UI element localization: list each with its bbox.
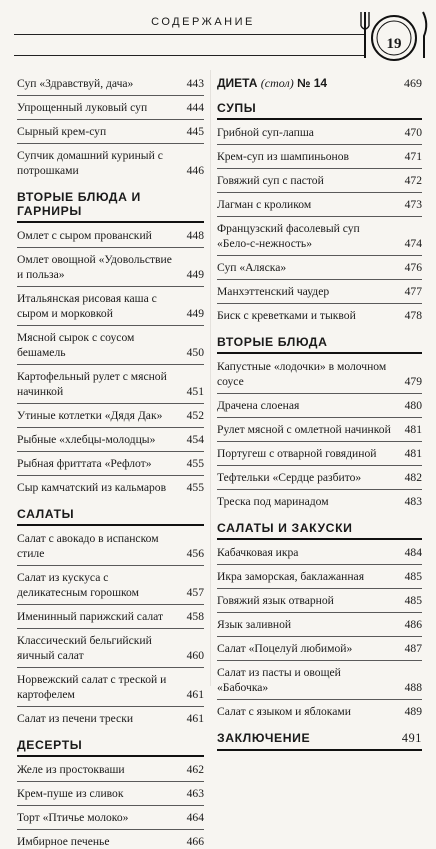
entry-title: Именинный парижский салат bbox=[17, 610, 164, 623]
diet-entry[interactable] bbox=[217, 76, 422, 91]
entry-title: Торт «Птичье молоко» bbox=[17, 811, 129, 824]
entry-page: 443 bbox=[186, 77, 204, 90]
entry-page: 478 bbox=[404, 309, 422, 322]
entry-page: 450 bbox=[186, 346, 204, 359]
entry-divider bbox=[17, 364, 204, 365]
entry-page: 463 bbox=[186, 787, 204, 800]
toc-section bbox=[217, 101, 422, 323]
entry-title: Кабачковая икра bbox=[217, 546, 299, 559]
toc-entry[interactable] bbox=[217, 359, 422, 389]
toc-entry[interactable] bbox=[217, 569, 422, 584]
entry-divider bbox=[217, 489, 422, 490]
entry-divider bbox=[17, 604, 204, 605]
entry-title: Рыбная фриттата «Рефлот» bbox=[17, 457, 152, 470]
entry-divider bbox=[17, 667, 204, 668]
section-heading: ЗАКЛЮЧЕНИЕ bbox=[217, 731, 311, 745]
entry-divider bbox=[17, 427, 204, 428]
entry-divider bbox=[217, 441, 422, 442]
toc-entry[interactable] bbox=[217, 221, 422, 251]
toc-entry[interactable] bbox=[217, 284, 422, 299]
entry-title: Мясной сырок с соусом бешамель bbox=[17, 331, 135, 359]
entry-title: Крем-суп из шампиньонов bbox=[217, 150, 350, 163]
entry-page: 488 bbox=[404, 681, 422, 694]
plate-with-cutlery-icon bbox=[356, 8, 432, 62]
toc-entry[interactable] bbox=[217, 494, 422, 509]
toc-section bbox=[217, 335, 422, 509]
entry-divider bbox=[217, 636, 422, 637]
entry-page: 474 bbox=[404, 237, 422, 250]
entry-page: 456 bbox=[186, 547, 204, 560]
entry-divider bbox=[17, 325, 204, 326]
entry-divider bbox=[217, 564, 422, 565]
entry-title: Классический бельгийский яичный салат bbox=[17, 634, 152, 662]
entry-page: 480 bbox=[404, 399, 422, 412]
entry-page: 460 bbox=[186, 649, 204, 662]
diet-title bbox=[217, 76, 327, 91]
section-heading: СУПЫ bbox=[217, 101, 422, 120]
toc-entry[interactable] bbox=[17, 672, 204, 702]
entry-page: 483 bbox=[404, 495, 422, 508]
entry-page: 479 bbox=[404, 375, 422, 388]
toc-section bbox=[217, 521, 422, 719]
entry-page: 466 bbox=[186, 835, 204, 848]
entry-page: 454 bbox=[186, 433, 204, 446]
toc-entry[interactable] bbox=[17, 100, 204, 115]
entry-page: 461 bbox=[186, 688, 204, 701]
diet-prefix: ДИЕТА bbox=[217, 76, 258, 90]
section-heading: ВТОРЫЕ БЛЮДА bbox=[217, 335, 422, 354]
toc-entry[interactable] bbox=[17, 570, 204, 600]
entry-title: Супчик домашний куриный с потрошками bbox=[17, 149, 163, 177]
entry-title: Омлет овощной «Удовольствие и польза» bbox=[17, 253, 172, 281]
toc-entry[interactable] bbox=[217, 665, 422, 695]
entry-title: Тефтельки «Сердце разбито» bbox=[217, 471, 362, 484]
entry-divider bbox=[217, 612, 422, 613]
toc-entry[interactable] bbox=[217, 704, 422, 719]
entry-page: 444 bbox=[186, 101, 204, 114]
entry-page: 484 bbox=[404, 546, 422, 559]
entry-title: Салат из печени трески bbox=[17, 712, 134, 725]
entry-title: Говяжий суп с пастой bbox=[217, 174, 324, 187]
entry-title: Салат из кускуса с деликатесным горошком bbox=[17, 571, 139, 599]
toc-entry[interactable] bbox=[17, 124, 204, 139]
entry-title: Салат «Поцелуй любимой» bbox=[217, 642, 353, 655]
entry-title: Картофельный рулет с мясной начинкой bbox=[17, 370, 167, 398]
toc-entry[interactable] bbox=[17, 480, 204, 495]
entry-page: 491 bbox=[401, 731, 422, 745]
entry-divider bbox=[217, 168, 422, 169]
toc-entry[interactable] bbox=[217, 308, 422, 323]
header-bottom-rule bbox=[14, 55, 364, 56]
entry-page: 462 bbox=[186, 763, 204, 776]
entry-title: Имбирное печенье bbox=[17, 835, 110, 848]
toc-entry[interactable] bbox=[17, 148, 204, 178]
toc-entry[interactable] bbox=[217, 545, 422, 560]
entry-page: 445 bbox=[186, 125, 204, 138]
entry-title: Упрощенный луковый суп bbox=[17, 101, 148, 114]
entry-title: Язык заливной bbox=[217, 618, 292, 631]
column-divider bbox=[210, 70, 211, 686]
page-header bbox=[0, 0, 436, 62]
entry-divider bbox=[17, 781, 204, 782]
entry-divider bbox=[217, 216, 422, 217]
entry-page: 482 bbox=[404, 471, 422, 484]
section-heading: ВТОРЫЕ БЛЮДА И ГАРНИРЫ bbox=[17, 190, 204, 223]
entry-page: 472 bbox=[404, 174, 422, 187]
entry-title: Французский фасолевый суп «Бело-с-нежность» bbox=[217, 222, 360, 250]
entry-page: 449 bbox=[186, 307, 204, 320]
toc-section bbox=[17, 738, 204, 849]
entry-divider bbox=[17, 119, 204, 120]
entry-divider bbox=[217, 393, 422, 394]
entry-title: Салат из пасты и овощей «Бабочка» bbox=[217, 666, 341, 694]
toc-entry[interactable] bbox=[217, 125, 422, 140]
entry-page: 470 bbox=[404, 126, 422, 139]
entry-title: Крем-пуше из сливок bbox=[17, 787, 124, 800]
left-column bbox=[17, 76, 204, 849]
entry-page: 485 bbox=[404, 594, 422, 607]
entry-title: Икра заморская, баклажанная bbox=[217, 570, 365, 583]
page-number: 19 bbox=[386, 36, 402, 52]
entry-divider bbox=[17, 95, 204, 96]
entry-divider bbox=[217, 144, 422, 145]
entry-title: Сыр камчатский из кальмаров bbox=[17, 481, 167, 494]
toc-entry[interactable] bbox=[17, 432, 204, 447]
entry-divider bbox=[217, 417, 422, 418]
entry-title: Сырный крем-суп bbox=[17, 125, 107, 138]
toc-entry[interactable] bbox=[217, 260, 422, 275]
entry-divider bbox=[217, 303, 422, 304]
entry-page: 476 bbox=[404, 261, 422, 274]
toc-entry[interactable] bbox=[17, 786, 204, 801]
top-entries bbox=[17, 76, 204, 178]
toc-entry[interactable] bbox=[17, 834, 204, 849]
entry-page: 469 bbox=[404, 76, 422, 90]
entry-divider bbox=[17, 403, 204, 404]
toc-entry[interactable] bbox=[217, 197, 422, 212]
entry-page: 461 bbox=[186, 712, 204, 725]
entry-title: Салат с языком и яблоками bbox=[217, 705, 351, 718]
toc-entry[interactable] bbox=[17, 408, 204, 423]
entry-title: Суп «Аляска» bbox=[217, 261, 287, 274]
entry-page: 446 bbox=[186, 164, 204, 177]
entry-title: Желе из простокваши bbox=[17, 763, 125, 776]
toc-section bbox=[17, 190, 204, 495]
toc-entry[interactable] bbox=[17, 228, 204, 243]
entry-title: Рыбные «хлебцы-молодцы» bbox=[17, 433, 156, 446]
toc-entry[interactable] bbox=[217, 422, 422, 437]
entry-divider bbox=[217, 660, 422, 661]
entry-divider bbox=[217, 279, 422, 280]
entry-page: 458 bbox=[186, 610, 204, 623]
toc-entry[interactable] bbox=[17, 633, 204, 663]
toc-entry[interactable] bbox=[17, 531, 204, 561]
toc-entry[interactable] bbox=[17, 711, 204, 726]
header-top-rule bbox=[14, 34, 364, 35]
entry-title: Португеш с отварной говядиной bbox=[217, 447, 377, 460]
entry-divider bbox=[217, 255, 422, 256]
entry-divider bbox=[17, 706, 204, 707]
entry-title: Капустные «лодочки» в молочном соусе bbox=[217, 360, 387, 388]
entry-page: 485 bbox=[404, 570, 422, 583]
entry-divider bbox=[17, 829, 204, 830]
section-heading: САЛАТЫ И ЗАКУСКИ bbox=[217, 521, 422, 540]
diet-italic: (стол) bbox=[260, 76, 294, 90]
section-heading: ДЕСЕРТЫ bbox=[17, 738, 204, 757]
entry-title: Говяжий язык отварной bbox=[217, 594, 334, 607]
entry-page: 489 bbox=[404, 705, 422, 718]
entry-page: 471 bbox=[404, 150, 422, 163]
toc-section bbox=[17, 507, 204, 726]
toc-entry[interactable] bbox=[17, 76, 204, 91]
section-heading: САЛАТЫ bbox=[17, 507, 204, 526]
entry-page: 449 bbox=[186, 268, 204, 281]
entry-title: Манхэттенский чаудер bbox=[217, 285, 330, 298]
toc-entry[interactable] bbox=[217, 470, 422, 485]
toc-entry[interactable] bbox=[217, 446, 422, 461]
entry-page: 455 bbox=[186, 481, 204, 494]
entry-page: 452 bbox=[186, 409, 204, 422]
toc-entry[interactable] bbox=[17, 369, 204, 399]
entry-title: Лагман с кроликом bbox=[217, 198, 312, 211]
toc-entry[interactable] bbox=[17, 762, 204, 777]
right-column bbox=[217, 76, 422, 756]
section-title: СОДЕРЖАНИЕ bbox=[151, 16, 255, 28]
entry-page: 473 bbox=[404, 198, 422, 211]
toc-entry[interactable] bbox=[17, 609, 204, 624]
entry-title: Суп «Здравствуй, дача» bbox=[17, 77, 134, 90]
entry-divider bbox=[17, 143, 204, 144]
toc-entry[interactable] bbox=[17, 291, 204, 321]
entry-page: 448 bbox=[186, 229, 204, 242]
entry-divider bbox=[17, 805, 204, 806]
entry-title: Салат с авокадо в испанском стиле bbox=[17, 532, 159, 560]
entry-page: 487 bbox=[404, 642, 422, 655]
entry-page: 464 bbox=[186, 811, 204, 824]
diet-suffix: № 14 bbox=[297, 76, 328, 90]
entry-page: 477 bbox=[404, 285, 422, 298]
toc-entry[interactable] bbox=[17, 252, 204, 282]
entry-title: Итальянская рисовая каша с сыром и морковкой bbox=[17, 292, 157, 320]
entry-divider bbox=[17, 247, 204, 248]
toc-entry[interactable] bbox=[217, 149, 422, 164]
entry-divider bbox=[17, 475, 204, 476]
entry-page: 457 bbox=[186, 586, 204, 599]
entry-divider bbox=[217, 465, 422, 466]
entry-title: Норвежский салат с треской и картофелем bbox=[17, 673, 167, 701]
entry-page: 481 bbox=[404, 423, 422, 436]
toc-section bbox=[217, 731, 422, 751]
entry-divider bbox=[17, 286, 204, 287]
toc-entry[interactable] bbox=[17, 330, 204, 360]
entry-divider bbox=[217, 588, 422, 589]
entry-divider bbox=[17, 628, 204, 629]
entry-page: 486 bbox=[404, 618, 422, 631]
toc-entry[interactable] bbox=[17, 456, 204, 471]
entry-title: Биск с креветками и тыквой bbox=[217, 309, 356, 322]
entry-title: Рулет мясной с омлетной начинкой bbox=[217, 423, 391, 436]
entry-page: 455 bbox=[186, 457, 204, 470]
toc-entry[interactable] bbox=[217, 593, 422, 608]
entry-page: 451 bbox=[186, 385, 204, 398]
toc-entry[interactable] bbox=[17, 810, 204, 825]
entry-divider bbox=[217, 192, 422, 193]
entry-title: Драчена слоеная bbox=[217, 399, 300, 412]
entry-divider bbox=[17, 451, 204, 452]
entry-title: Треска под маринадом bbox=[217, 495, 329, 508]
entry-page: 481 bbox=[404, 447, 422, 460]
entry-title: Утиные котлетки «Дядя Дак» bbox=[17, 409, 163, 422]
toc-entry[interactable] bbox=[217, 173, 422, 188]
entry-title: Грибной суп-лапша bbox=[217, 126, 314, 139]
toc-entry[interactable] bbox=[217, 641, 422, 656]
entry-title: Омлет с сыром прованский bbox=[17, 229, 152, 242]
entry-divider bbox=[17, 565, 204, 566]
section-heading-conclusion[interactable] bbox=[217, 731, 422, 751]
toc-entry[interactable] bbox=[217, 398, 422, 413]
toc-entry[interactable] bbox=[217, 617, 422, 632]
